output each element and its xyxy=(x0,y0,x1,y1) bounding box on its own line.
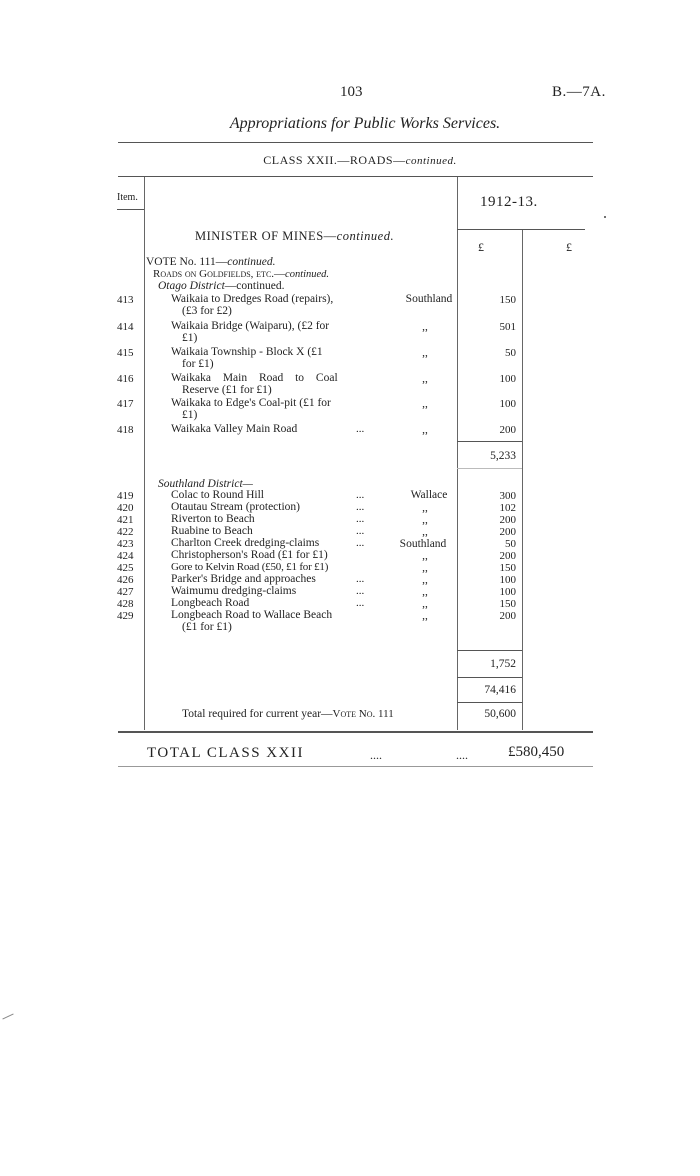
item-amount: 300 xyxy=(499,490,516,502)
item-description-continued: £1) xyxy=(182,409,198,421)
total-required-vote: Vote No. 111 xyxy=(332,708,394,720)
item-description: Waikaia to Dredges Road (repairs), xyxy=(171,293,334,305)
item-number: 428 xyxy=(117,598,134,610)
year-head-rule xyxy=(457,229,585,230)
electoral-district: ,, xyxy=(422,574,428,586)
item-number: 421 xyxy=(117,514,134,526)
item-number: 417 xyxy=(117,398,134,410)
item-number: 426 xyxy=(117,574,134,586)
amount-column-mid-rule xyxy=(522,230,523,730)
page-heading xyxy=(0,115,700,133)
otago-heading-text: Otago District xyxy=(158,280,225,292)
scan-mark xyxy=(2,1014,13,1020)
electoral-district: ,, xyxy=(422,598,428,610)
electoral-district: ,, xyxy=(422,424,428,436)
item-amount: 501 xyxy=(499,321,516,333)
grand-total-value: £580,450 xyxy=(508,744,565,760)
item-amount: 100 xyxy=(499,574,516,586)
item-description: Waikaka to Edge's Coal-pit (£1 for xyxy=(171,397,331,409)
item-number: 419 xyxy=(117,490,134,502)
page-heading-text: Appropriations for Public Works Services. xyxy=(229,115,501,132)
table-top-rule xyxy=(118,176,593,177)
item-number: 418 xyxy=(117,424,134,436)
minister-heading-suffix: continued. xyxy=(336,229,395,243)
heading-rule xyxy=(118,142,593,143)
item-description-continued: Reserve (£1 for £1) xyxy=(182,384,272,396)
item-description: Charlton Creek dredging-claims xyxy=(171,537,320,549)
subtotal-rule xyxy=(457,650,522,651)
item-amount: 150 xyxy=(499,562,516,574)
electoral-district: Wallace xyxy=(410,489,448,501)
electoral-district: ,, xyxy=(422,398,428,410)
subtotal-underline xyxy=(457,468,522,469)
item-description: Waimumu dredging-claims xyxy=(171,585,297,597)
leader-dots: ... xyxy=(356,501,365,513)
total-required-label: Total required for current year— xyxy=(182,708,333,720)
item-number: 416 xyxy=(117,373,134,385)
otago-heading xyxy=(158,280,285,292)
item-description-continued: £1) xyxy=(182,332,198,344)
roads-heading xyxy=(153,268,329,280)
page-number: 103 xyxy=(340,84,363,100)
electoral-district: ,, xyxy=(422,321,428,333)
total-required-line xyxy=(182,708,394,720)
electoral-district: ,, xyxy=(422,562,428,574)
currency-symbol-2: £ xyxy=(566,240,572,254)
item-description: Waikaia Township - Block X (£1 xyxy=(171,346,323,358)
item-number: 425 xyxy=(117,562,134,574)
otago-subtotal: 5,233 xyxy=(490,450,516,462)
electoral-district: ,, xyxy=(422,586,428,598)
item-description: Waikaia Bridge (Waiparu), (£2 for xyxy=(171,320,330,332)
electoral-district: ,, xyxy=(422,502,428,514)
item-column-header: Item. xyxy=(117,192,138,203)
electoral-district: ,, xyxy=(422,347,428,359)
item-number: 415 xyxy=(117,347,134,359)
item-amount: 50 xyxy=(505,347,516,359)
electoral-district: Southland xyxy=(405,293,453,305)
minister-heading xyxy=(195,229,394,244)
item-amount: 102 xyxy=(499,502,516,514)
leader-dots: ... xyxy=(356,537,365,549)
item-description: Ruabine to Beach xyxy=(171,525,253,537)
currency-symbol-1: £ xyxy=(478,240,484,254)
item-description-continued: (£1 for £1) xyxy=(182,621,232,633)
vote-heading-text: VOTE No. 111— xyxy=(146,256,228,268)
item-description: Waikaka Valley Main Road xyxy=(171,423,298,435)
item-amount: 200 xyxy=(499,514,516,526)
leader-dots: ... xyxy=(356,597,365,609)
electoral-district: ,, xyxy=(422,373,428,385)
item-number: 414 xyxy=(117,321,134,333)
class-title-suffix: continued. xyxy=(405,155,457,167)
item-description: Otautau Stream (protection) xyxy=(171,501,301,513)
roads-heading-suffix: continued. xyxy=(285,269,330,280)
item-amount: 200 xyxy=(499,424,516,436)
year-header: 1912-13. xyxy=(480,194,538,210)
leader-dots: ... xyxy=(356,489,365,501)
item-amount: 150 xyxy=(499,294,516,306)
grand-total-rule xyxy=(118,766,593,767)
item-number: 429 xyxy=(117,610,134,622)
item-number: 420 xyxy=(117,502,134,514)
item-description: Longbeach Road xyxy=(171,597,250,609)
grand-total-leader-dots: .... xyxy=(370,748,382,762)
vote-total-underline xyxy=(457,702,522,703)
item-amount: 150 xyxy=(499,598,516,610)
item-description: Gore to Kelvin Road (£50, £1 for £1) xyxy=(171,561,329,573)
electoral-district: ,, xyxy=(422,526,428,538)
otago-heading-suffix: —continued. xyxy=(224,280,285,292)
item-description: Waikaka Main Road to Coal xyxy=(171,372,338,384)
item-number: 424 xyxy=(117,550,134,562)
item-number: 423 xyxy=(117,538,134,550)
item-description: Christopherson's Road (£1 for £1) xyxy=(171,549,328,561)
item-column-rule xyxy=(144,177,145,730)
electoral-district: Southland xyxy=(399,538,447,550)
vote-heading-suffix: continued. xyxy=(227,256,276,268)
grand-total-leader-dots: .... xyxy=(456,748,468,762)
class-title xyxy=(0,153,700,168)
item-amount: 100 xyxy=(499,373,516,385)
class-title-main: CLASS XXII.—ROADS— xyxy=(263,153,406,167)
item-amount: 50 xyxy=(505,538,516,550)
southland-subtotal: 1,752 xyxy=(490,658,516,670)
subtotal-underline xyxy=(457,677,522,678)
vote-total: 74,416 xyxy=(484,684,516,696)
item-number: 413 xyxy=(117,294,134,306)
grand-total-label: TOTAL CLASS XXII xyxy=(147,745,304,761)
document-reference: B.—7A. xyxy=(552,84,606,100)
electoral-district: ,, xyxy=(422,514,428,526)
item-number: 422 xyxy=(117,526,134,538)
item-description: Parker's Bridge and approaches xyxy=(171,573,316,585)
leader-dots: ... xyxy=(356,423,365,435)
item-description: Riverton to Beach xyxy=(171,513,255,525)
item-amount: 200 xyxy=(499,610,516,622)
minister-heading-text: MINISTER OF MINES— xyxy=(195,229,337,243)
total-required-value: 50,600 xyxy=(484,708,516,720)
vote-heading xyxy=(146,256,275,268)
table-bottom-rule xyxy=(118,731,593,733)
item-amount: 200 xyxy=(499,550,516,562)
subtotal-rule xyxy=(457,441,522,442)
ink-dot xyxy=(604,216,606,218)
leader-dots: ... xyxy=(356,573,365,585)
item-description-continued: (£3 for £2) xyxy=(182,305,232,317)
electoral-district: ,, xyxy=(422,610,428,622)
item-amount: 100 xyxy=(499,586,516,598)
item-number: 427 xyxy=(117,586,134,598)
electoral-district: ,, xyxy=(422,550,428,562)
roads-heading-text: Roads on Goldfields, etc.— xyxy=(153,268,286,280)
item-description: Longbeach Road to Wallace Beach xyxy=(171,609,333,621)
leader-dots: ... xyxy=(356,513,365,525)
item-amount: 200 xyxy=(499,526,516,538)
southland-heading: Southland District— xyxy=(158,478,253,490)
leader-dots: ... xyxy=(356,585,365,597)
item-amount: 100 xyxy=(499,398,516,410)
item-description-continued: for £1) xyxy=(182,358,214,370)
item-description: Colac to Round Hill xyxy=(171,489,264,501)
item-head-rule xyxy=(117,209,144,210)
leader-dots: ... xyxy=(356,525,365,537)
